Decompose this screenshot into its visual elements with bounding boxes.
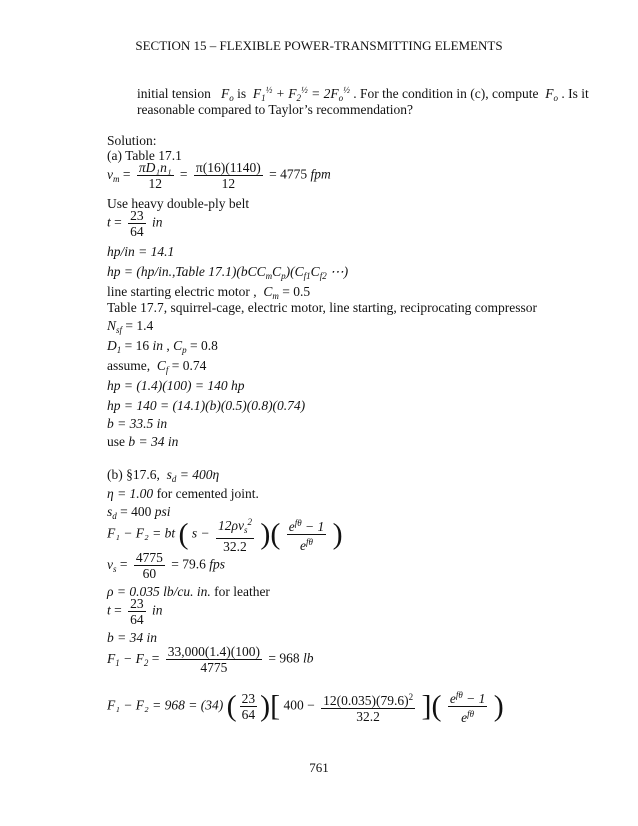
problem-text-2: . For the condition in (c), compute [353, 86, 539, 101]
fps-unit: fps [209, 556, 226, 572]
final-t-den: 64 [241, 707, 256, 722]
tb-denominator: 64 [130, 612, 144, 627]
f-formula-lhs: F₁ − F₂ = bt [107, 525, 176, 541]
hp-formula-text: hp = (hp/in.,Table 17.1)(bC [107, 264, 257, 279]
vs-equation: $v_s$ = $\frac{4775}{60}$ = 79.6 fps [107, 550, 226, 581]
vs-denominator: 60 [142, 566, 157, 581]
t-numerator: 23 [130, 208, 144, 223]
final-400: 400 − [283, 697, 315, 713]
cp-value: = 0.8 [190, 338, 218, 353]
vm-equation: $v_m$ = $\frac{\text{πD₁n₁}}{12}$ = $\frac{\pi(16)(1140)}{12}$ = 4775 fpm [107, 160, 331, 191]
b-calc [107, 416, 167, 432]
cm-value: = 0.5 [282, 284, 311, 299]
t-equation-b: t = $\frac{23}{64}$ in [107, 596, 163, 627]
ff-denominator: 4775 [200, 660, 228, 675]
exp-minus: − 1 [305, 519, 325, 534]
rho-denominator: 32.2 [223, 539, 247, 554]
table-17-7: Table 17.7, squirrel-cage, electric motor, line starting, reciprocating compressor [107, 300, 537, 315]
cf-value: = 0.74 [171, 358, 207, 373]
b2-unit: in [167, 434, 179, 449]
nsf-value: = 1.4 [125, 318, 154, 333]
t-denominator: 64 [130, 224, 144, 239]
vm-unit: fpm [310, 166, 331, 182]
b1-text: b = 33.5 [107, 416, 154, 431]
vm-numerator-2: π(16)(1140) [195, 160, 261, 175]
rho-note: for leather [214, 584, 270, 599]
part-a-label: (a) Table 17.1 [107, 148, 182, 163]
motor-text: line starting electric motor , [107, 284, 257, 299]
vs-numerator: 4775 [135, 550, 163, 565]
hp1-text: hp = (1.4)(100) = 140 [107, 378, 228, 393]
d1-cp-line: $D_1 = 16$ in , $C_p = 0.8$ [107, 338, 218, 355]
sd-eq: = 400η [179, 467, 220, 482]
hp-per-in: hp/in = 14.1 [107, 244, 175, 259]
cf-line: assume, $C_f = 0.74$ [107, 358, 207, 375]
problem-text: initial tension [137, 86, 211, 101]
vm-numerator: πD₁n₁ [138, 160, 172, 175]
vm-result: = 4775 [269, 166, 308, 182]
page-number: 761 [309, 760, 329, 775]
final-exp-minus: − 1 [466, 691, 486, 706]
final-exp: e [449, 691, 456, 706]
t-unit: in [152, 214, 163, 230]
d1-unit: in [152, 338, 164, 353]
b-unit: in [146, 630, 158, 645]
final-exp-den: e [461, 710, 468, 725]
final-t-num: 23 [241, 691, 256, 706]
vm-denominator-2: 12 [221, 176, 236, 191]
hp1-unit: hp [230, 378, 245, 393]
ff-result: = 968 [268, 650, 300, 666]
eta-value: η = 1.00 [107, 486, 154, 501]
final-lhs: F₁ − F₂ = 968 = (34) [107, 697, 224, 713]
b2-text: b = 34 [128, 434, 165, 449]
exp-term: e [288, 519, 295, 534]
ff-equation: $F_1 - F_2$ = $\frac{33,000(1.4)(100)}{4775}$ = 968 lb [107, 644, 314, 675]
tb-numerator: 23 [130, 596, 144, 611]
rho-unit: lb/cu. in. [163, 584, 211, 599]
lb-unit: lb [302, 650, 314, 666]
hp-calc-2: hp = 140 = (14.1)(b)(0.5)(0.8)(0.74) [107, 398, 306, 413]
tb-unit: in [152, 602, 163, 618]
motor-line: line starting electric motor , $C_m = 0.5$ [107, 284, 311, 301]
final-equation: F₁ − F₂ = 968 = (34) ( $\frac{23}{64}$ )[ 400 − $\frac{12(0.035)(79.6)^2}{32.2}$ ]( $\frac{e^{f\theta} - 1}{e^{f\theta}}$ ) [107, 689, 504, 725]
psi-unit: psi [154, 504, 171, 519]
b-use [107, 434, 178, 450]
final-numerator: 12(0.035)(79.6) [323, 692, 409, 708]
part-b-label: (b) §17.6, $s_d = 400\eta$ [107, 467, 220, 484]
solution-label: Solution: [107, 133, 157, 148]
final-denominator: 32.2 [356, 708, 380, 724]
use-text: use [107, 434, 125, 449]
t-equation: t = $\frac{23}{64}$ in [107, 208, 163, 239]
nsf-line: $N_{sf} = 1.4$ [107, 318, 154, 335]
part-b-text: (b) §17.6, [107, 467, 160, 482]
problem-is: is [237, 86, 247, 101]
f1-f2-formula: F₁ − F₂ = bt ( s − $\frac{12\rho v_s^2}{32.2}$ )( $\frac{e^{f\theta} - 1}{e^{f\theta}}$ ) [107, 517, 343, 554]
problem-line-2: reasonable compared to Taylor’s recommendation? [137, 102, 413, 117]
rho-value: ρ = 0.035 [107, 584, 160, 599]
sd-value: = 400 [120, 504, 152, 519]
problem-text-3: . Is it [561, 86, 589, 101]
hp-calc-1 [107, 378, 244, 394]
belt-choice: Use heavy double-ply belt [107, 196, 250, 211]
eta-note: for cemented joint. [156, 486, 259, 501]
rho-numerator: 12ρv [217, 518, 244, 533]
exp-den: e [300, 538, 307, 553]
b-value: b = 34 [107, 630, 144, 645]
assume-text: assume, [107, 358, 151, 373]
section-header: SECTION 15 – FLEXIBLE POWER-TRANSMITTING ELEMENTS [135, 38, 503, 53]
sd-line: $s_d = 400$ psi [107, 504, 171, 521]
d1-value: = 16 [124, 338, 150, 353]
s-term: s − [191, 525, 210, 541]
problem-line-1: initial tension $F_o$ is $F_1^{\frac{1}{2}} + F_2^{\frac{1}{2}} = 2F_o^{\frac{1}{2}}$ . For the condition in (c), compute $F_o$ . Is it [137, 85, 589, 103]
vm-denominator: 12 [148, 176, 162, 191]
hp-formula: hp = (hp/in.,Table $17.1)(bCC_mC_p)(C_{f1}C_{f2}$ ⋯) [107, 264, 349, 281]
b1-unit: in [156, 416, 168, 431]
ff-numerator: 33,000(1.4)(100) [167, 644, 260, 659]
eta-line [107, 486, 259, 502]
vs-result: = 79.6 [171, 556, 206, 572]
